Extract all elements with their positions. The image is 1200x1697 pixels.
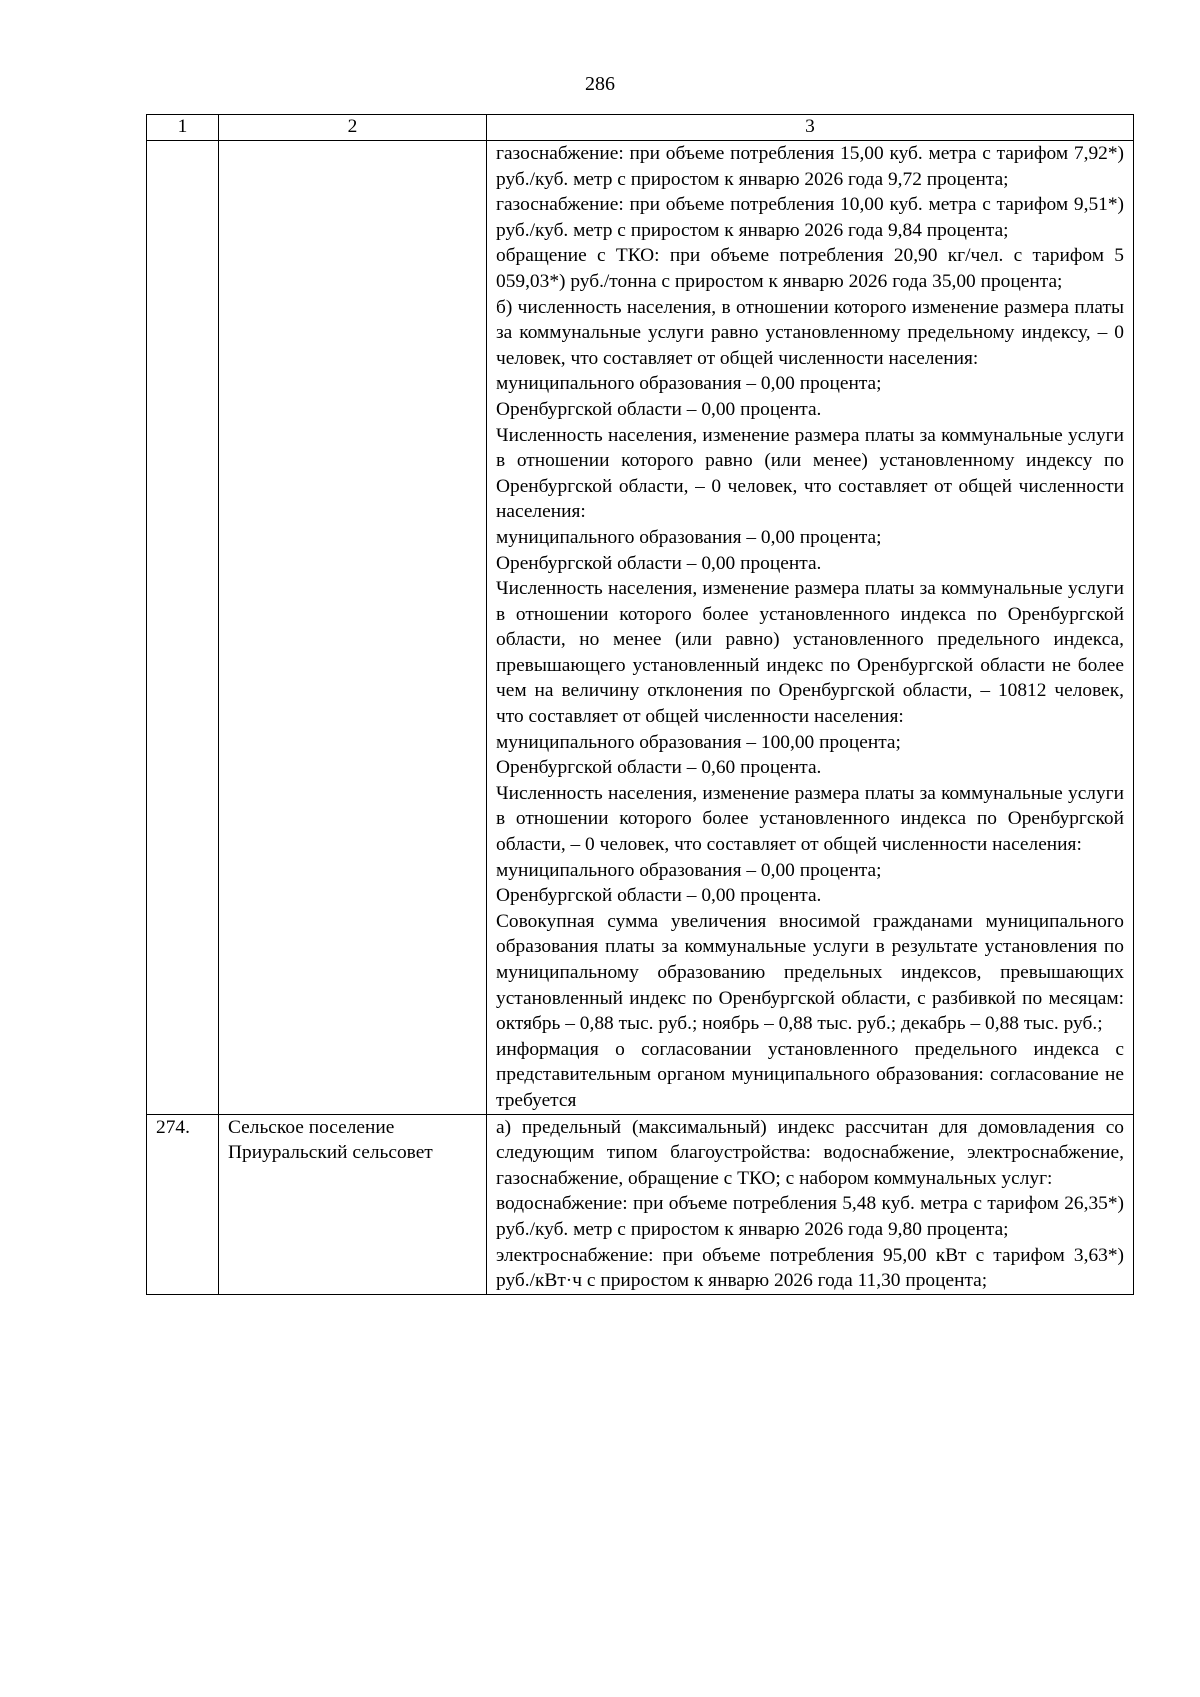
municipality-cell <box>219 1114 487 1294</box>
paragraph: Оренбургской области – 0,00 процента. <box>496 885 822 907</box>
paragraph: Численность населения, изменение размера платы за коммунальные услуги в отношении которого более установленного индекса по Оренбургской области, – 0 человек, что составляет от общей численности населения: <box>496 782 1124 856</box>
column-header-2: 2 <box>219 115 487 141</box>
paragraph: Совокупная сумма увеличения вносимой гражданами муниципального образования платы за коммунальные услуги в результате установления по муниципальному образованию предельных индексов, превышающих установленный индекс по Оренбургской области, с разбивкой по месяцам: октябрь – 0,88 тыс. руб.; ноябрь – 0,88 тыс. руб.; декабрь – 0,88 тыс. руб.; <box>496 910 1124 1035</box>
paragraph: муниципального образования – 0,00 процента; <box>496 526 882 548</box>
paragraph: Численность населения, изменение размера платы за коммунальные услуги в отношении которого равно (или менее) установленному индексу по Оренбургской области, – 0 человек, что составляет от общей численности населения: <box>496 424 1124 523</box>
indicator-text-cell <box>487 1114 1134 1294</box>
paragraph: газоснабжение: при объеме потребления 15,00 куб. метра с тарифом 7,92*) руб./куб. метр с приростом к январю 2026 года 9,72 процента; <box>496 143 1124 190</box>
municipality-name-line: Приуральский сельсовет <box>228 1142 433 1164</box>
municipality-cell <box>219 141 487 1115</box>
table-row <box>147 1114 1134 1294</box>
paragraph: Численность населения, изменение размера платы за коммунальные услуги в отношении которого более установленного индекса по Оренбургской области, но менее (или равно) установленного предельного индекса, превышающего установленный индекс по Оренбургской области не более чем на величину отклонения по Оренбургской области, – 10812 человек, что составляет от общей численности населения: <box>496 578 1124 728</box>
paragraph: Оренбургской области – 0,00 процента. <box>496 552 822 574</box>
paragraph: Оренбургской области – 0,00 процента. <box>496 398 822 420</box>
column-header-1: 1 <box>147 115 219 141</box>
paragraph: Оренбургской области – 0,60 процента. <box>496 757 822 779</box>
paragraph: муниципального образования – 100,00 процента; <box>496 731 901 753</box>
paragraph: информация о согласовании установленного предельного индекса с представительным органом муниципального образования: согласование не требуется <box>496 1038 1124 1111</box>
table-header-row <box>147 115 1134 141</box>
paragraph: б) численность населения, в отношении которого изменение размера платы за коммунальные услуги равно установленному предельному индексу, – 0 человек, что составляет от общей численности населения: <box>496 296 1124 369</box>
table-row <box>147 141 1134 1115</box>
paragraph: муниципального образования – 0,00 процента; <box>496 373 882 395</box>
paragraph: обращение с ТКО: при объеме потребления 20,90 кг/чел. с тарифом 5 059,03*) руб./тонна с приростом к январю 2026 года 35,00 процента; <box>496 245 1124 292</box>
indices-table <box>146 114 1134 1295</box>
column-header-3: 3 <box>487 115 1134 141</box>
page-number: 286 <box>585 73 615 95</box>
paragraph: водоснабжение: при объеме потребления 5,48 куб. метра с тарифом 26,35*) руб./куб. метр с приростом к январю 2026 года 9,80 процента; <box>496 1193 1124 1240</box>
row-number-cell <box>147 141 219 1115</box>
indicator-text-cell <box>487 141 1134 1115</box>
paragraph: электроснабжение: при объеме потребления 95,00 кВт с тарифом 3,63*) руб./кВт·ч с приростом к январю 2026 года 11,30 процента; <box>496 1244 1124 1292</box>
paragraph: а) предельный (максимальный) индекс рассчитан для домовладения со следующим типом благоустройства: водоснабжение, электроснабжение, газоснабжение, обращение с ТКО; с набором коммунальных услуг: <box>496 1116 1124 1189</box>
municipality-name-line: Сельское поселение <box>228 1116 395 1138</box>
paragraph: газоснабжение: при объеме потребления 10,00 куб. метра с тарифом 9,51*) руб./куб. метр с приростом к январю 2026 года 9,84 процента; <box>496 194 1124 241</box>
row-number-cell: 274. <box>147 1114 219 1294</box>
paragraph: муниципального образования – 0,00 процента; <box>496 859 882 881</box>
